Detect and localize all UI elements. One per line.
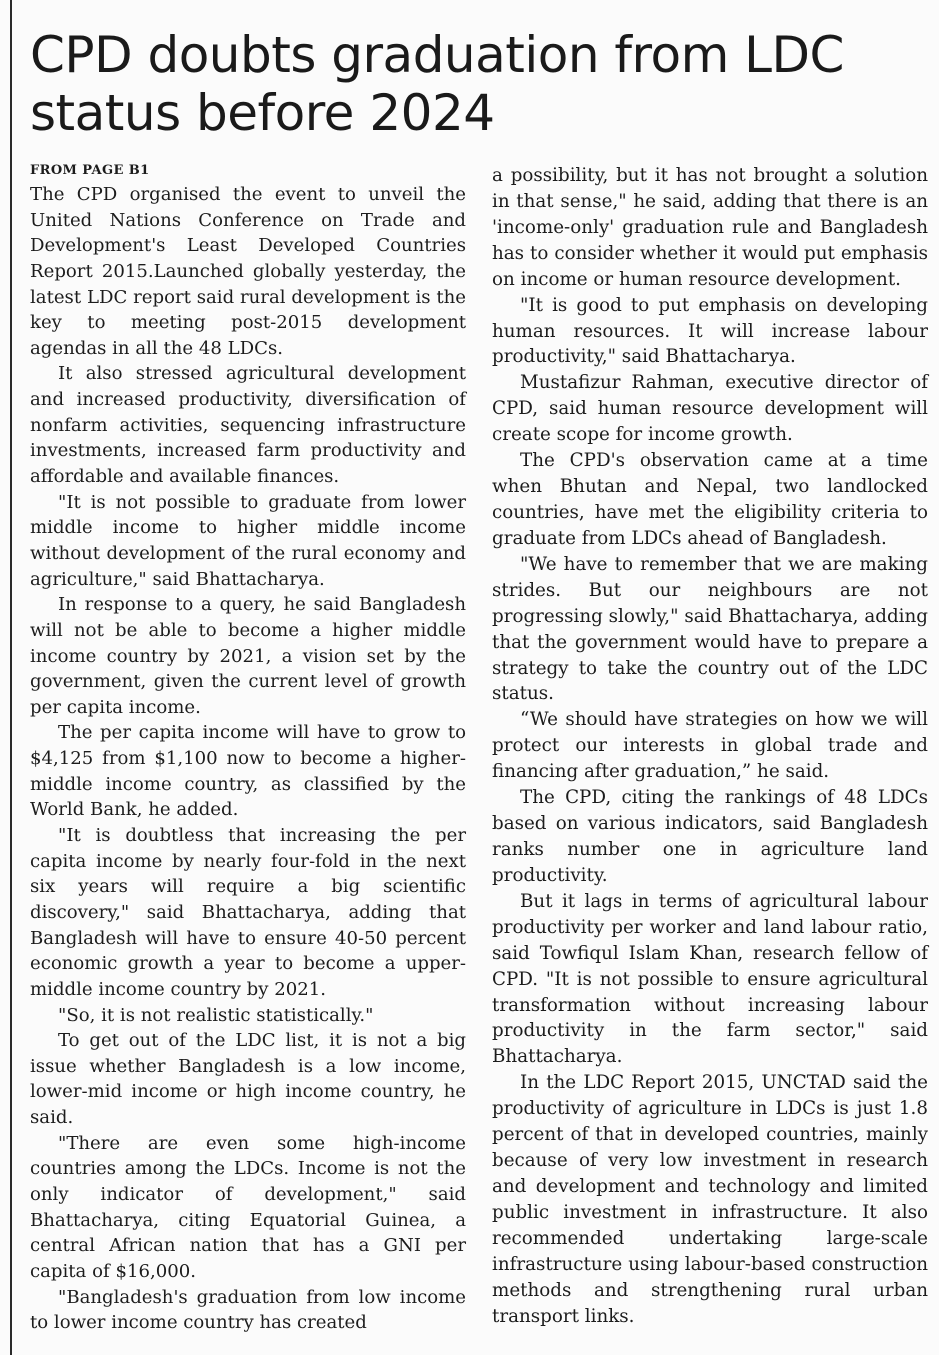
article-column-right: [492, 163, 928, 1329]
paragraph: "So, it is not realistic statistically.": [58, 1004, 374, 1026]
paragraph: But it lags in terms of agricultural labour productivity per worker and land labour ratio, said Towfiqul Islam Khan, research fellow of CPD. "It is not possible to ensure agricultural transformation without increasing labour productivity in the farm sector," said Bhattacharya.: [492, 890, 928, 1068]
paragraph: "It is good to put emphasis on developing human resources. It will increase labour productivity," said Bhattacharya.: [492, 294, 928, 368]
paragraph: In response to a query, he said Bangladesh will not be able to become a higher middle income country by 2021, a vision set by the government, given the current level of growth per capita income.: [30, 594, 466, 718]
paragraph: In the LDC Report 2015, UNCTAD said the productivity of agriculture in LDCs is just 1.8 percent of that in developed countries, mainly because of very low investment in research and development and technology and limited public investment in infrastructure. It also recommended undertaking large-scale infrastructure using labour-based construction methods and strengthening rural urban transport links.: [492, 1072, 928, 1327]
paragraph: The CPD's observation came at a time when Bhutan and Nepal, two landlocked countries, have met the eligibility criteria to graduate from LDCs ahead of Bangladesh.: [492, 450, 928, 549]
paragraph: It also stressed agricultural development and increased productivity, diversification of nonfarm activities, sequencing infrastructure investments, increased farm productivity and affordable and available finances.: [30, 363, 466, 488]
paragraph: a possibility, but it has not brought a solution in that sense," he said, adding that there is an 'income-only' graduation rule and Bangladesh has to consider whether it would put emphasis on income or human resource development.: [492, 165, 928, 290]
paragraph: "It is doubtless that increasing the per capita income by nearly four-fold in the next six years will require a big scientific discovery," said Bhattacharya, adding that Bangladesh will have to ensure 40-50 percent economic growth a year to become a upper-middle income country by 2021.: [30, 825, 466, 1000]
paragraph: The CPD organised the event to unveil the United Nations Conference on Trade and Development's Least Developed Countries Report 2015.Launched globally yesterday, the latest LDC report said rural development is the key to meeting post-2015 development agendas in all the 48 LDCs.: [30, 184, 466, 359]
paragraph: "There are even some high-income countries among the LDCs. Income is not the only indicator of development," said Bhattacharya, citing Equatorial Guinea, a central African nation that has a GNI per capita of $16,000.: [30, 1132, 466, 1282]
jump-line: FROM PAGE B1: [30, 163, 150, 178]
article-column-left: [30, 160, 466, 1336]
paragraph: "It is not possible to graduate from lower middle income to higher middle income without development of the rural economy and agriculture," said Bhattacharya.: [30, 491, 466, 590]
column-rule: [10, 0, 12, 1355]
paragraph: The CPD, citing the rankings of 48 LDCs based on various indicators, said Bangladesh ranks number one in agriculture land productivity.: [492, 787, 928, 886]
paragraph: The per capita income will have to grow to $4,125 from $1,100 now to become a higher-middle income country, as classified by the World Bank, he added.: [30, 722, 466, 821]
paragraph: Mustafizur Rahman, executive director of CPD, said human resource development will create scope for income growth.: [492, 372, 928, 446]
headline: CPD doubts graduation from LDC status before 2024: [30, 26, 844, 142]
paragraph: To get out of the LDC list, it is not a big issue whether Bangladesh is a low income, lower-mid income or high income country, he said.: [30, 1030, 466, 1129]
paragraph: "We have to remember that we are making strides. But our neighbours are not progressing slowly," said Bhattacharya, adding that the government would have to prepare a strategy to take the country out of the LDC status.: [492, 553, 928, 705]
paragraph: “We should have strategies on how we will protect our interests in global trade and financing after graduation,” he said.: [492, 709, 928, 783]
paragraph: "Bangladesh's graduation from low income to lower income country has created: [30, 1286, 466, 1334]
